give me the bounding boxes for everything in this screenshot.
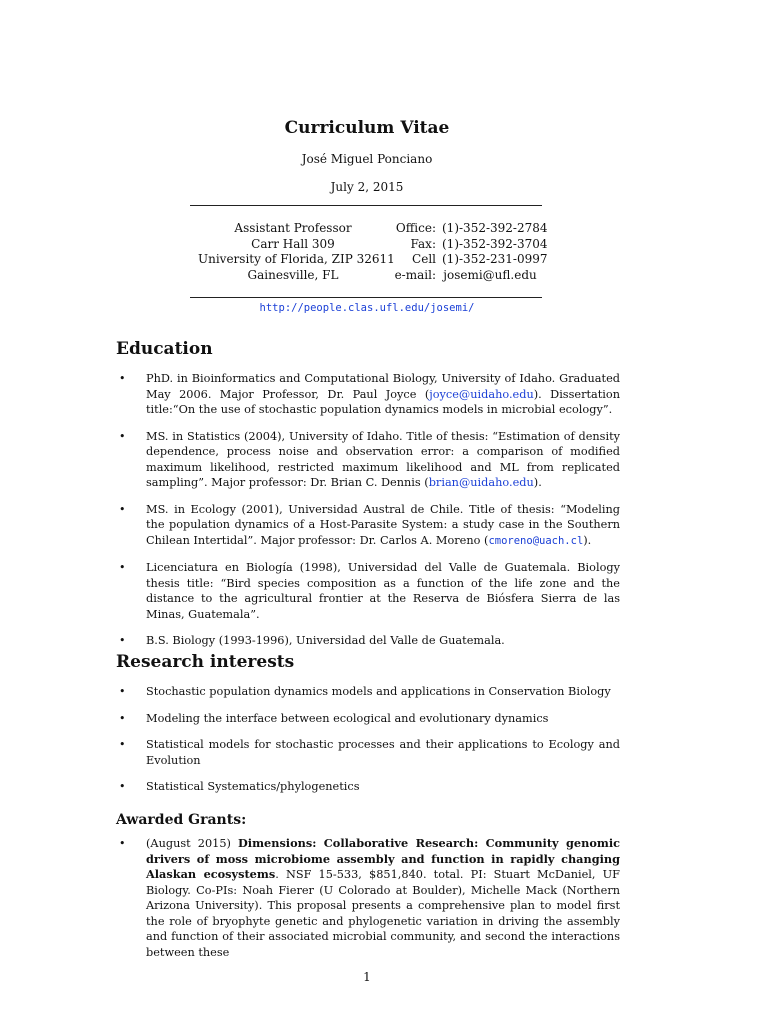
research-list bbox=[116, 684, 620, 806]
bullet-icon: • bbox=[119, 561, 126, 574]
email-link[interactable]: cmoreno@uach.cl bbox=[488, 534, 584, 547]
education-heading: Education bbox=[116, 339, 213, 359]
author-name: José Miguel Ponciano bbox=[301, 152, 433, 166]
list-item: • Statistical Systematics/phylogenetics bbox=[119, 780, 360, 793]
contact-label: Cell bbox=[412, 252, 436, 266]
page-title: Curriculum Vitae bbox=[284, 118, 450, 138]
email-address[interactable]: josemi@ufl.edu bbox=[443, 267, 537, 282]
bullet-icon: • bbox=[119, 711, 126, 725]
cell-phone: (1)-352-231-0997 bbox=[442, 252, 548, 266]
bullet-icon: • bbox=[119, 685, 126, 698]
top-rule bbox=[190, 205, 542, 206]
bullet-icon: • bbox=[119, 780, 126, 793]
contact-label: e-mail: bbox=[394, 267, 436, 282]
list-item: • Licenciatura en Biología (1998), Universidad del Valle de Guatemala. Biology thesis title: “Bird species composition as a function of the life zone and the distance to the agricultural frontier at the Reserva de Biósfera Sierra de las Minas, Guatemala”. bbox=[119, 561, 620, 621]
page-number: 1 bbox=[363, 970, 371, 984]
education-list bbox=[116, 371, 620, 660]
address-line: Assistant Professor bbox=[234, 221, 352, 235]
bottom-rule bbox=[190, 297, 542, 298]
bullet-icon: • bbox=[119, 502, 126, 516]
contact-value-column bbox=[442, 221, 548, 283]
grants-heading: Awarded Grants: bbox=[116, 812, 247, 828]
research-heading: Research interests bbox=[116, 652, 295, 672]
list-item: • PhD. in Bioinformatics and Computational Biology, University of Idaho. Graduated May 2006. Major Professor, Dr. Paul Joyce (joyce@uidaho.edu). Dissertation title:“On the use of stochastic population dynamics models in microbial ecology”. bbox=[119, 372, 620, 416]
bullet-icon: • bbox=[119, 634, 126, 647]
contact-label: Fax: bbox=[410, 236, 436, 251]
bullet-icon: • bbox=[119, 372, 126, 385]
email-link[interactable]: joyce@uidaho.edu bbox=[429, 387, 534, 401]
address-line: University of Florida, ZIP 32611 bbox=[198, 252, 395, 266]
email-link[interactable]: brian@uidaho.edu bbox=[428, 476, 534, 489]
bullet-icon: • bbox=[119, 429, 126, 443]
address-line: Gainesville, FL bbox=[247, 267, 339, 282]
fax-number: (1)-352-392-3704 bbox=[442, 236, 548, 251]
list-item: • Modeling the interface between ecological and evolutionary dynamics bbox=[119, 711, 549, 725]
list-item: • (August 2015) Dimensions: Collaborative Research: Community genomic drivers of moss microbiome assembly and function in rapidly changing Alaskan ecosystems. NSF 15-533, $851,840. total. PI: Stuart McDaniel, UF Biology. Co-PIs: Noah Fierer (U Colorado at Boulder), Michelle Mack (Northern Arizona University). This proposal presents a comprehensive plan to model first the role of bryophyte genetic and phylogenetic variation in driving the assembly and function of their associated microbial community, and second the interactions between these bbox=[119, 836, 620, 959]
homepage-link[interactable]: http://people.clas.ufl.edu/josemi/ bbox=[259, 302, 475, 314]
contact-label-column bbox=[386, 221, 436, 283]
grants-list bbox=[116, 836, 620, 971]
contact-label: Office: bbox=[395, 221, 436, 235]
address-column bbox=[198, 221, 395, 283]
bullet-icon: • bbox=[119, 738, 126, 751]
list-item: • B.S. Biology (1993-1996), Universidad del Valle de Guatemala. bbox=[119, 634, 505, 647]
list-item: • MS. in Ecology (2001), Universidad Austral de Chile. Title of thesis: “Modeling the population dynamics of a Host-Parasite System: a study case in the Southern Chilean Intertidal”. Major professor: Dr. Carlos A. Moreno (cmoreno@uach.cl). bbox=[119, 502, 620, 547]
list-item: • Statistical models for stochastic processes and their applications to Ecology and Evolution bbox=[119, 738, 620, 767]
list-item: • Stochastic population dynamics models and applications in Conservation Biology bbox=[119, 685, 611, 698]
grant-title: Dimensions: Collaborative Research: Community genomic drivers of moss microbiome assembly and function in rapidly changing Alaskan ecosystems bbox=[146, 836, 620, 881]
address-line: Carr Hall 309 bbox=[251, 236, 335, 251]
document-date: July 2, 2015 bbox=[330, 180, 404, 194]
list-item: • MS. in Statistics (2004), University of Idaho. Title of thesis: “Estimation of density dependence, process noise and observation error: a comparison of modified maximum likelihood, restricted maximum likelihood and ML from replicated sampling”. Major professor: Dr. Brian C. Dennis (brian@uidaho.edu). bbox=[119, 429, 620, 489]
office-phone: (1)-352-392-2784 bbox=[442, 221, 548, 235]
bullet-icon: • bbox=[119, 837, 126, 850]
